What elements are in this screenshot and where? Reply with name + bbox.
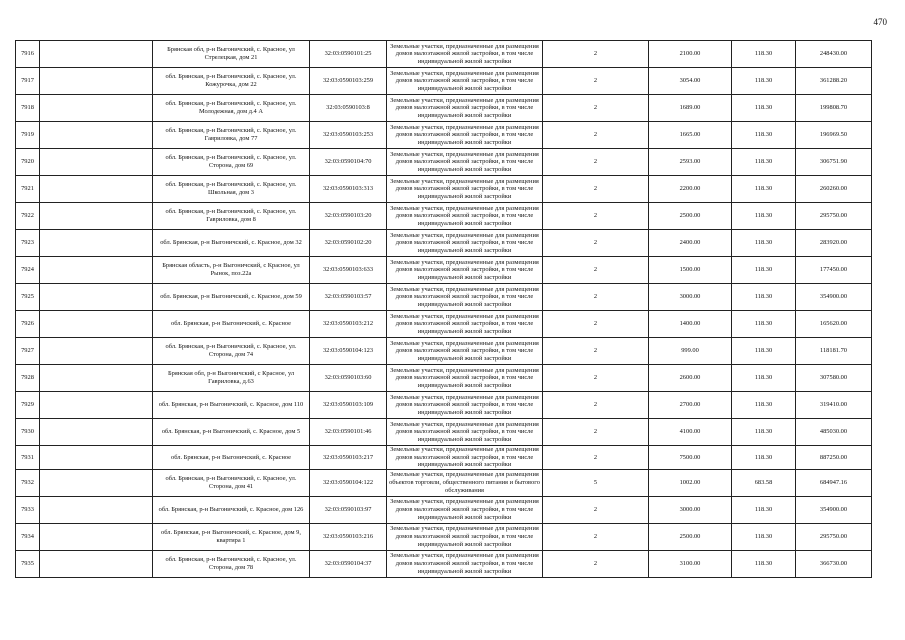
rate-cell: 118.30: [732, 149, 796, 176]
address-cell: обл. Брянская, р-н Выгоничский, с. Красное, ул. Сторона, дом 69: [153, 149, 310, 176]
group-cell: 2: [543, 365, 649, 392]
row-number: 7926: [16, 311, 40, 338]
cadastral-number-cell: 32:03:0590103:259: [310, 68, 387, 95]
group-cell: 2: [543, 284, 649, 311]
area-cell: 2100.00: [649, 41, 732, 68]
land-use-cell: Земельные участки, предназначенные для размещения домов малоэтажной жилой застройки, в том числе индивидуальной жилой застройки: [387, 446, 543, 470]
rate-cell: 118.30: [732, 122, 796, 149]
cadastral-value-cell: 177450.00: [796, 257, 872, 284]
rate-cell: 118.30: [732, 496, 796, 523]
cadastral-value-cell: 485030.00: [796, 419, 872, 446]
land-use-cell: Земельные участки, предназначенные для размещения домов малоэтажной жилой застройки, в том числе индивидуальной жилой застройки: [387, 365, 543, 392]
rate-cell: 118.30: [732, 68, 796, 95]
table-row: [16, 419, 872, 446]
blank-cell: [40, 392, 153, 419]
blank-cell: [40, 338, 153, 365]
table-row: [16, 523, 872, 550]
row-number: 7925: [16, 284, 40, 311]
land-use-cell: Земельные участки, предназначенные для размещения домов малоэтажной жилой застройки, в том числе индивидуальной жилой застройки: [387, 496, 543, 523]
cadastral-number-cell: 32:03:0590103:8: [310, 95, 387, 122]
blank-cell: [40, 550, 153, 577]
land-use-cell: Земельные участки, предназначенные для размещения домов малоэтажной жилой застройки, в том числе индивидуальной жилой застройки: [387, 311, 543, 338]
table-row: [16, 230, 872, 257]
cadastral-value-cell: 199808.70: [796, 95, 872, 122]
row-number: 7934: [16, 523, 40, 550]
address-cell: обл. Брянская, р-н Выгоничский, с. Красное, ул. Школьная, дом 3: [153, 176, 310, 203]
cadastral-value-cell: 165620.00: [796, 311, 872, 338]
land-use-cell: Земельные участки, предназначенные для размещения домов малоэтажной жилой застройки, в том числе индивидуальной жилой застройки: [387, 176, 543, 203]
table-row: [16, 392, 872, 419]
address-cell: обл. Брянская, р-н Выгоничский, с. Красное, ул. Сторона, дом 74: [153, 338, 310, 365]
group-cell: 2: [543, 149, 649, 176]
rate-cell: 118.30: [732, 523, 796, 550]
cadastral-value-cell: 283920.00: [796, 230, 872, 257]
table-row: [16, 496, 872, 523]
blank-cell: [40, 176, 153, 203]
group-cell: 2: [543, 523, 649, 550]
area-cell: 3054.00: [649, 68, 732, 95]
area-cell: 3000.00: [649, 496, 732, 523]
row-number: 7929: [16, 392, 40, 419]
cadastral-number-cell: 32:03:0590104:123: [310, 338, 387, 365]
row-number: 7919: [16, 122, 40, 149]
cadastral-value-cell: 354900.00: [796, 496, 872, 523]
rate-cell: 118.30: [732, 176, 796, 203]
land-use-cell: Земельные участки, предназначенные для размещения домов малоэтажной жилой застройки, в том числе индивидуальной жилой застройки: [387, 230, 543, 257]
row-number: 7930: [16, 419, 40, 446]
address-cell: обл. Брянская, р-н Выгоничский, с. Красное, ул. Гавриловка, дом 8: [153, 203, 310, 230]
row-number: 7918: [16, 95, 40, 122]
table-row: [16, 284, 872, 311]
row-number: 7920: [16, 149, 40, 176]
row-number: 7916: [16, 41, 40, 68]
group-cell: 2: [543, 338, 649, 365]
table-row: [16, 338, 872, 365]
group-cell: 2: [543, 311, 649, 338]
address-cell: обл. Брянская, р-н Выгоничский, с. Красное, ул. Сторона, дом 78: [153, 550, 310, 577]
land-use-cell: Земельные участки, предназначенные для размещения домов малоэтажной жилой застройки, в том числе индивидуальной жилой застройки: [387, 41, 543, 68]
land-use-cell: Земельные участки, предназначенные для размещения домов малоэтажной жилой застройки, в том числе индивидуальной жилой застройки: [387, 284, 543, 311]
table-row: [16, 257, 872, 284]
cadastral-number-cell: 32:03:0590103:313: [310, 176, 387, 203]
address-cell: обл. Брянская, р-н Выгоничский, с. Красное: [153, 446, 310, 470]
row-number: 7932: [16, 469, 40, 496]
cadastral-value-cell: 319410.00: [796, 392, 872, 419]
address-cell: обл. Брянская, р-н Выгоничский, с. Красное, ул. Сторона, дом 41: [153, 469, 310, 496]
cadastral-number-cell: 32:03:0590103:253: [310, 122, 387, 149]
land-use-cell: Земельные участки, предназначенные для размещения домов малоэтажной жилой застройки, в том числе индивидуальной жилой застройки: [387, 419, 543, 446]
area-cell: 1689.00: [649, 95, 732, 122]
cadastral-value-cell: 361288.20: [796, 68, 872, 95]
address-cell: обл. Брянская, р-н Выгоничский, с. Красное, дом 9, квартира 1: [153, 523, 310, 550]
land-use-cell: Земельные участки, предназначенные для размещения домов малоэтажной жилой застройки, в том числе индивидуальной жилой застройки: [387, 122, 543, 149]
cadastral-number-cell: 32:03:0590101:46: [310, 419, 387, 446]
land-use-cell: Земельные участки, предназначенные для размещения домов малоэтажной жилой застройки, в том числе индивидуальной жилой застройки: [387, 149, 543, 176]
cadastral-value-cell: 118181.70: [796, 338, 872, 365]
cadastral-number-cell: 32:03:0590103:57: [310, 284, 387, 311]
blank-cell: [40, 122, 153, 149]
row-number: 7931: [16, 446, 40, 470]
cadastral-value-cell: 295750.00: [796, 203, 872, 230]
rate-cell: 118.30: [732, 284, 796, 311]
land-use-cell: Земельные участки, предназначенные для размещения домов малоэтажной жилой застройки, в том числе индивидуальной жилой застройки: [387, 550, 543, 577]
rate-cell: 118.30: [732, 95, 796, 122]
row-number: 7921: [16, 176, 40, 203]
address-cell: обл. Брянская, р-н Выгоничский, с. Красное, ул. Гавриловка, дом 77: [153, 122, 310, 149]
row-number: 7917: [16, 68, 40, 95]
row-number: 7935: [16, 550, 40, 577]
table-row: [16, 203, 872, 230]
cadastral-number-cell: 32:03:0590102:20: [310, 230, 387, 257]
group-cell: 2: [543, 95, 649, 122]
row-number: 7933: [16, 496, 40, 523]
cadastral-value-cell: 887250.00: [796, 446, 872, 470]
table-row: [16, 446, 872, 470]
cadastral-number-cell: 32:03:0590104:70: [310, 149, 387, 176]
address-cell: обл. Брянская, р-н Выгоничский, с. Красное, дом 59: [153, 284, 310, 311]
blank-cell: [40, 496, 153, 523]
row-number: 7928: [16, 365, 40, 392]
address-cell: обл. Брянская, р-н Выгоничский, с. Красное, ул. Молодежная, дом д.4 А: [153, 95, 310, 122]
cadastral-value-cell: 196969.50: [796, 122, 872, 149]
area-cell: 1002.00: [649, 469, 732, 496]
blank-cell: [40, 523, 153, 550]
cadastral-value-cell: 248430.00: [796, 41, 872, 68]
table-row: [16, 365, 872, 392]
area-cell: 3000.00: [649, 284, 732, 311]
blank-cell: [40, 284, 153, 311]
area-cell: 2400.00: [649, 230, 732, 257]
rate-cell: 118.30: [732, 41, 796, 68]
rate-cell: 118.30: [732, 203, 796, 230]
group-cell: 2: [543, 122, 649, 149]
group-cell: 2: [543, 446, 649, 470]
area-cell: 4100.00: [649, 419, 732, 446]
row-number: 7927: [16, 338, 40, 365]
address-cell: обл. Брянская, р-н Выгоничский, с. Красное, дом 126: [153, 496, 310, 523]
group-cell: 5: [543, 469, 649, 496]
area-cell: 2600.00: [649, 365, 732, 392]
rate-cell: 118.30: [732, 311, 796, 338]
address-cell: обл. Брянская, р-н Выгоничский, с. Красное: [153, 311, 310, 338]
area-cell: 2700.00: [649, 392, 732, 419]
page-number: 470: [873, 17, 887, 27]
rate-cell: 118.30: [732, 550, 796, 577]
blank-cell: [40, 95, 153, 122]
blank-cell: [40, 257, 153, 284]
cadastral-value-cell: 306751.90: [796, 149, 872, 176]
land-use-cell: Земельные участки, предназначенные для размещения домов малоэтажной жилой застройки, в том числе индивидуальной жилой застройки: [387, 392, 543, 419]
address-cell: Брянская обл, р-н Выгоничский, с Красное, ул Гавриловка, д.63: [153, 365, 310, 392]
row-number: 7923: [16, 230, 40, 257]
blank-cell: [40, 203, 153, 230]
rate-cell: 118.30: [732, 257, 796, 284]
cadastral-number-cell: 32:03:0590103:212: [310, 311, 387, 338]
table-row: [16, 41, 872, 68]
cadastral-number-cell: 32:03:0590103:97: [310, 496, 387, 523]
cadastral-value-cell: 354900.00: [796, 284, 872, 311]
blank-cell: [40, 419, 153, 446]
group-cell: 2: [543, 203, 649, 230]
table-row: [16, 469, 872, 496]
blank-cell: [40, 446, 153, 470]
table-row: [16, 311, 872, 338]
table-row: [16, 122, 872, 149]
cadastral-value-cell: 295750.00: [796, 523, 872, 550]
area-cell: 2500.00: [649, 523, 732, 550]
area-cell: 2500.00: [649, 203, 732, 230]
area-cell: 3100.00: [649, 550, 732, 577]
land-use-cell: Земельные участки, предназначенные для размещения домов малоэтажной жилой застройки, в том числе индивидуальной жилой застройки: [387, 257, 543, 284]
land-use-cell: Земельные участки, предназначенные для размещения домов малоэтажной жилой застройки, в том числе индивидуальной жилой застройки: [387, 95, 543, 122]
rate-cell: 118.30: [732, 338, 796, 365]
table-body: [16, 41, 872, 578]
group-cell: 2: [543, 176, 649, 203]
rate-cell: 118.30: [732, 419, 796, 446]
cadastral-number-cell: 32:03:0590103:216: [310, 523, 387, 550]
rate-cell: 118.30: [732, 446, 796, 470]
cadastral-number-cell: 32:03:0590101:25: [310, 41, 387, 68]
land-use-cell: Земельные участки, предназначенные для размещения домов малоэтажной жилой застройки, в том числе индивидуальной жилой застройки: [387, 203, 543, 230]
blank-cell: [40, 149, 153, 176]
cadastral-number-cell: 32:03:0590103:20: [310, 203, 387, 230]
land-use-cell: Земельные участки, предназначенные для размещения домов малоэтажной жилой застройки, в том числе индивидуальной жилой застройки: [387, 523, 543, 550]
blank-cell: [40, 365, 153, 392]
blank-cell: [40, 469, 153, 496]
cadastral-value-cell: 260260.00: [796, 176, 872, 203]
area-cell: 2593.00: [649, 149, 732, 176]
group-cell: 2: [543, 68, 649, 95]
cadastral-number-cell: 32:03:0590103:60: [310, 365, 387, 392]
cadastral-number-cell: 32:03:0590104:37: [310, 550, 387, 577]
cadastral-number-cell: 32:03:0590104:122: [310, 469, 387, 496]
group-cell: 2: [543, 230, 649, 257]
land-use-cell: Земельные участки, предназначенные для размещения домов малоэтажной жилой застройки, в том числе индивидуальной жилой застройки: [387, 68, 543, 95]
address-cell: обл. Брянская, р-н Выгоничский, с. Красное, дом 32: [153, 230, 310, 257]
group-cell: 2: [543, 419, 649, 446]
rate-cell: 118.30: [732, 230, 796, 257]
group-cell: 2: [543, 392, 649, 419]
rate-cell: 118.30: [732, 392, 796, 419]
group-cell: 2: [543, 550, 649, 577]
blank-cell: [40, 41, 153, 68]
area-cell: 999.00: [649, 338, 732, 365]
blank-cell: [40, 68, 153, 95]
rate-cell: 683.58: [732, 469, 796, 496]
cadastral-number-cell: 32:03:0590103:217: [310, 446, 387, 470]
cadastral-value-cell: 366730.00: [796, 550, 872, 577]
address-cell: Брянская область, р-н Выгоничский, с Красное, ул Рынок, поз.22а: [153, 257, 310, 284]
table-row: [16, 149, 872, 176]
group-cell: 2: [543, 41, 649, 68]
blank-cell: [40, 230, 153, 257]
address-cell: обл. Брянская, р-н Выгоничский, с. Красное, дом 5: [153, 419, 310, 446]
group-cell: 2: [543, 496, 649, 523]
area-cell: 1400.00: [649, 311, 732, 338]
group-cell: 2: [543, 257, 649, 284]
address-cell: обл. Брянская, р-н Выгоничский, с. Красное, дом 110: [153, 392, 310, 419]
area-cell: 1500.00: [649, 257, 732, 284]
rate-cell: 118.30: [732, 365, 796, 392]
area-cell: 2200.00: [649, 176, 732, 203]
address-cell: обл. Брянская, р-н Выгоничский, с. Красное, ул. Кожурочка, дом 22: [153, 68, 310, 95]
blank-cell: [40, 311, 153, 338]
row-number: 7924: [16, 257, 40, 284]
address-cell: Брянская обл, р-н Выгоничский, с. Красное, ул Стрелецкая, дом 21: [153, 41, 310, 68]
cadastral-value-cell: 684947.16: [796, 469, 872, 496]
table-row: [16, 176, 872, 203]
cadastral-number-cell: 32:03:0590103:633: [310, 257, 387, 284]
area-cell: 1665.00: [649, 122, 732, 149]
area-cell: 7500.00: [649, 446, 732, 470]
row-number: 7922: [16, 203, 40, 230]
registry-table: [15, 40, 872, 578]
table-row: [16, 550, 872, 577]
land-use-cell: Земельные участки, предназначенные для размещения объектов торговли, общественного питания и бытового обслуживания: [387, 469, 543, 496]
cadastral-number-cell: 32:03:0590103:109: [310, 392, 387, 419]
table-row: [16, 68, 872, 95]
table-row: [16, 95, 872, 122]
land-use-cell: Земельные участки, предназначенные для размещения домов малоэтажной жилой застройки, в том числе индивидуальной жилой застройки: [387, 338, 543, 365]
cadastral-value-cell: 307580.00: [796, 365, 872, 392]
